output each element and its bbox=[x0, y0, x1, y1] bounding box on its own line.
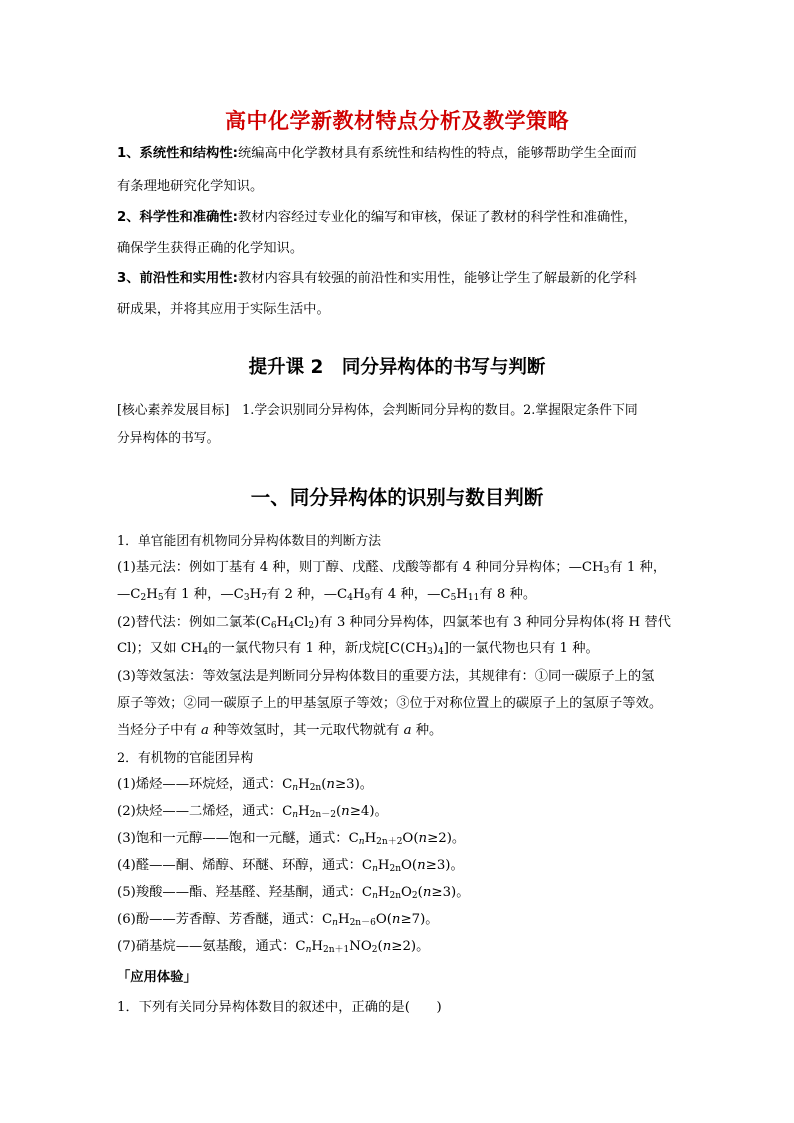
subheading-1: 1．单官能团有机物同分异构体数目的判断方法 bbox=[117, 534, 382, 549]
variable: n bbox=[422, 885, 432, 900]
text: H bbox=[337, 912, 350, 927]
text: 有 4 种，—C bbox=[370, 587, 451, 602]
variable: n bbox=[391, 912, 401, 927]
method-3-line-3 bbox=[117, 722, 682, 740]
feature-3-cont: 研成果，并将其应用于实际生活中。 bbox=[117, 302, 330, 317]
text: 有 1 种，—C bbox=[163, 587, 244, 602]
feature-2-text: 教材内容经过专业化的编写和审核，保证了教材的科学性和准确性， bbox=[237, 210, 637, 225]
subscript: 2 bbox=[371, 945, 378, 955]
variable: n bbox=[417, 858, 426, 873]
method-1-line-2 bbox=[117, 586, 682, 604]
text: H bbox=[377, 885, 390, 900]
text: H bbox=[377, 858, 390, 873]
subscript: 11 bbox=[467, 593, 480, 603]
method-3-line-1: (3)等效氢法：等效氢法是判断同分异构体数目的重要方法，其规律有：①同一碳原子上的氢 bbox=[117, 669, 655, 684]
subscript: 2 bbox=[140, 593, 147, 603]
subscript: 2n bbox=[389, 864, 401, 874]
text: 有 2 种，—C bbox=[266, 587, 348, 602]
text: O( bbox=[402, 831, 419, 846]
subscript: n bbox=[372, 864, 378, 874]
text: ( bbox=[321, 777, 327, 792]
goal-line-2: 分异构体的书写。 bbox=[117, 431, 220, 446]
text: (7)硝基烷——氨基酸，通式：C bbox=[117, 939, 306, 954]
text: ( bbox=[377, 939, 383, 954]
subscript: 4 bbox=[437, 647, 444, 657]
page-title: 高中化学新教材特点分析及教学策略 bbox=[225, 109, 569, 133]
subscript: 3 bbox=[603, 566, 610, 576]
text: H bbox=[146, 587, 158, 602]
text: H bbox=[298, 777, 310, 792]
subscript: 5 bbox=[157, 593, 164, 603]
subscript: 3 bbox=[427, 647, 433, 657]
feature-3-label: 3、前沿性和实用性: bbox=[117, 271, 238, 286]
text: H bbox=[298, 804, 310, 819]
text: ≥3)。 bbox=[431, 885, 470, 900]
text: )有 3 种同分异构体，四氯苯也有 3 种同分异构体(将 H 替代 bbox=[314, 615, 671, 630]
text: 种。 bbox=[411, 723, 443, 738]
text: H bbox=[249, 587, 262, 602]
feature-3 bbox=[117, 270, 682, 288]
subscript: n bbox=[292, 810, 299, 820]
text: ≥3)。 bbox=[335, 777, 374, 792]
text: (6)酚——芳香醇、芳香醚，通式：C bbox=[117, 912, 333, 927]
text: (2)炔烃——二烯烃，通式：C bbox=[117, 804, 293, 819]
text: H bbox=[364, 831, 377, 846]
method-1-text-end: 有 1 种， bbox=[609, 560, 667, 575]
subscript: 2n－6 bbox=[349, 918, 376, 928]
text: (3)饱和一元醇——饱和一元醚，通式：C bbox=[117, 831, 359, 846]
text: O( bbox=[401, 858, 418, 873]
text: NO bbox=[349, 939, 372, 954]
text: (5)羧酸——酯、羟基醛、羟基酮，通式：C bbox=[117, 885, 373, 900]
text: —C bbox=[117, 587, 141, 602]
text: H bbox=[352, 587, 365, 602]
text: 的一氯代物只有 1 种，新戊烷[C(CH bbox=[208, 641, 428, 656]
isomer-item bbox=[117, 884, 682, 902]
text: ≥2)。 bbox=[427, 831, 466, 846]
subscript: n bbox=[292, 783, 299, 793]
text: ≥7)。 bbox=[400, 912, 439, 927]
subscript: 5 bbox=[450, 593, 457, 603]
variable: a bbox=[201, 723, 209, 738]
text: ≥4)。 bbox=[349, 804, 388, 819]
isomer-item bbox=[117, 938, 682, 956]
text: ) bbox=[432, 641, 438, 656]
text: O bbox=[401, 885, 412, 900]
subscript: 4 bbox=[202, 647, 209, 657]
text: (1)烯烃——环烷烃，通式：C bbox=[117, 777, 293, 792]
subscript: n bbox=[332, 918, 338, 928]
subheading-2: 2．有机物的官能团异构 bbox=[117, 751, 254, 766]
isomer-item bbox=[117, 911, 682, 929]
feature-1 bbox=[117, 145, 682, 163]
subscript: 2n＋2 bbox=[376, 837, 403, 847]
subscript: 2n bbox=[309, 783, 322, 793]
variable: n bbox=[418, 831, 428, 846]
feature-1-label: 1、系统性和结构性: bbox=[117, 146, 238, 161]
text: Cl)；又如 CH bbox=[117, 641, 203, 656]
variable: n bbox=[326, 777, 335, 792]
method-3-line-2: 原子等效；②同一碳原子上的甲基氢原子等效；③位于对称位置上的碳原子上的氢原子等效。 bbox=[117, 696, 663, 711]
subscript: 2 bbox=[308, 621, 315, 631]
text: H bbox=[456, 587, 468, 602]
subscript: 4 bbox=[288, 621, 294, 631]
subscript: 7 bbox=[261, 593, 267, 603]
text: ( bbox=[335, 804, 342, 819]
subscript: 2n－2 bbox=[309, 810, 336, 820]
isomer-item bbox=[117, 776, 682, 794]
feature-2-label: 2、科学性和准确性: bbox=[117, 210, 238, 225]
feature-1-text: 统编高中化学教材具有系统性和结构性的特点，能够帮助学生全面而 bbox=[237, 146, 637, 161]
question-1: 1．下列有关同分异构体数目的叙述中，正确的是( ) bbox=[117, 1000, 442, 1015]
subscript: 9 bbox=[364, 593, 371, 603]
subscript: 6 bbox=[270, 621, 277, 631]
feature-2 bbox=[117, 209, 682, 227]
text: ]的一氯代物也只有 1 种。 bbox=[443, 641, 599, 656]
feature-2-cont: 确保学生获得正确的化学知识。 bbox=[117, 241, 304, 256]
subscript: n bbox=[358, 837, 365, 847]
variable: n bbox=[341, 804, 350, 819]
text: O( bbox=[375, 912, 392, 927]
text: 当烃分子中有 bbox=[117, 723, 202, 738]
subscript: 4 bbox=[347, 593, 353, 603]
method-2-line-2 bbox=[117, 640, 682, 658]
subscript: 2 bbox=[411, 891, 418, 901]
text: (2)替代法：例如二氯苯(C bbox=[117, 615, 271, 630]
text: 有 8 种。 bbox=[479, 587, 537, 602]
feature-3-text: 教材内容具有较强的前沿性和实用性，能够让学生了解最新的化学科 bbox=[237, 271, 637, 286]
feature-1-cont: 有条理地研究化学知识。 bbox=[117, 179, 264, 194]
text: (4)醛——酮、烯醇、环醚、环醇，通式：C bbox=[117, 858, 373, 873]
practice-label: 「应用体验」 bbox=[117, 970, 197, 985]
method-1-line-1 bbox=[117, 559, 682, 577]
variable: a bbox=[403, 723, 412, 738]
subscript: n bbox=[305, 945, 312, 955]
text: H bbox=[276, 615, 289, 630]
method-2-line-1 bbox=[117, 614, 682, 632]
text: H bbox=[311, 939, 323, 954]
subscript: n bbox=[372, 891, 378, 901]
lesson-title: 提升课 2 同分异构体的书写与判断 bbox=[248, 357, 546, 378]
isomer-item bbox=[117, 830, 682, 848]
text: Cl bbox=[293, 615, 309, 630]
section-title: 一、同分异构体的识别与数目判断 bbox=[250, 486, 544, 509]
text: 种等效氢时，其一元取代物就有 bbox=[208, 723, 404, 738]
isomer-item bbox=[117, 857, 682, 875]
text: ≥2)。 bbox=[391, 939, 430, 954]
variable: n bbox=[382, 939, 392, 954]
text: ≥3)。 bbox=[425, 858, 464, 873]
goal-line-1: [核心素养发展目标] 1.学会识别同分异构体，会判断同分异构的数目。2.掌握限定条件下同 bbox=[117, 403, 638, 418]
subscript: 2n bbox=[389, 891, 401, 901]
method-1-text: (1)基元法：例如丁基有 4 种，则丁醇、戊醛、戊酸等都有 4 种同分异构体；—CH bbox=[117, 560, 604, 575]
isomer-item bbox=[117, 803, 682, 821]
subscript: 3 bbox=[243, 593, 250, 603]
subscript: 2n＋1 bbox=[322, 945, 350, 955]
text: ( bbox=[417, 885, 423, 900]
